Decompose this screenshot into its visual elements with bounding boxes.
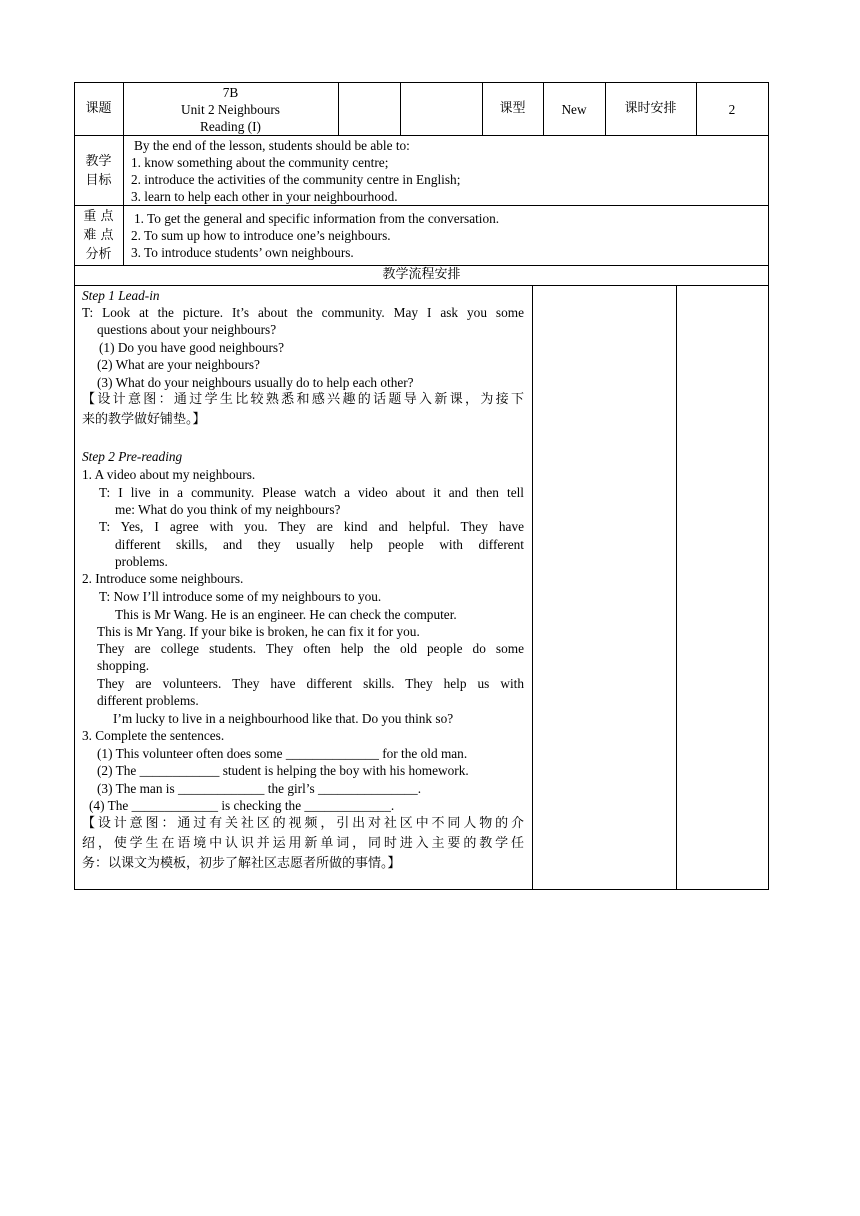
col-divider-h1 [338,82,339,136]
step1-question-1: (1) Do you have good neighbours? [99,340,285,355]
objective-item-2: 2. introduce the activities of the community centre in English; [131,172,461,187]
step2-part2-teacher: T: Now I’ll introduce some of my neighbours to you. [99,589,382,604]
step2-part3: 3. Complete the sentences. [82,728,225,743]
row-divider-header [74,135,769,136]
table-border-right [768,82,769,890]
row-divider-process-title [74,285,769,286]
table-border-top [74,82,769,83]
objectives-intro: By the end of the lesson, students should be able to: [134,138,410,153]
period-value: 2 [728,102,736,117]
table-border-left [74,82,75,890]
step2-part2-sentence1: This is Mr Wang. He is an engineer. He can check the computer. [115,607,457,622]
step2-part2-sentence3-line1: They are college students. They often help the old people do some [97,641,524,656]
step2-part2: 2. Introduce some neighbours. [82,571,244,586]
step1-question-2: (2) What are your neighbours? [97,357,260,372]
objective-item-1: 1. know something about the community centre; [131,155,389,170]
topic-grade: 7B [222,85,239,100]
step1-teacher-line2: questions about your neighbours? [97,322,277,337]
keypoints-label-1: 重 点 [83,209,114,224]
step2-design-line2: 绍，使学生在语境中认识并运用新单词，同时进入主要的教学任 [82,836,524,851]
step2-part1-t2-line1: T: Yes, I agree with you. They are kind and helpful. They have [99,519,524,534]
step2-part2-sentence3-line2: shopping. [97,658,150,673]
step2-part1: 1. A video about my neighbours. [82,467,256,482]
col-divider-process-2 [676,285,677,890]
step2-title: Step 2 Pre-reading [82,449,183,464]
table-border-bottom [74,889,769,890]
step2-part2-sentence2: This is Mr Yang. If your bike is broken, he can fix it for you. [97,624,420,639]
step1-question-3: (3) What do your neighbours usually do to help each other? [97,375,414,390]
step2-design-line1: 【设计意图：通过有关社区的视频，引出对社区中不同人物的介 [82,816,524,831]
step1-design-line2: 来的教学做好铺垫。】 [82,412,206,427]
topic-unit: Unit 2 Neighbours [181,102,280,117]
step2-complete-3: (3) The man is _____________ the girl’s _______________. [97,781,422,796]
step2-part1-t2-line2: different skills, and they usually help people with different [115,537,524,552]
step2-part1-t1-line1: T: I live in a community. Please watch a video about it and then tell [99,485,524,500]
keypoints-label-2: 难 点 [83,228,114,243]
step1-teacher-line1: T: Look at the picture. It’s about the community. May I ask you some [82,305,524,320]
step2-part1-t2-line3: problems. [115,554,168,569]
col-divider-h2 [400,82,401,136]
topic-label: 课题 [85,101,112,116]
step2-complete-4: (4) The _____________ is checking the _____________. [89,798,395,813]
keypoint-item-1: 1. To get the general and specific information from the conversation. [134,211,500,226]
type-label: 课型 [499,101,526,116]
step2-complete-2: (2) The ____________ student is helping the boy with his homework. [97,763,469,778]
step2-part2-sentence4-line2: different problems. [97,693,199,708]
step2-complete-1: (1) This volunteer often does some ______________ for the old man. [97,746,468,761]
keypoints-label-3: 分析 [85,247,112,262]
step2-part2-sentence4-line1: They are volunteers. They have different skills. They help us with [97,676,524,691]
period-label: 课时安排 [624,101,677,116]
row-divider-objectives [74,205,769,206]
objectives-label-2: 目标 [85,173,112,188]
topic-lesson: Reading (I) [200,119,261,134]
keypoint-item-2: 2. To sum up how to introduce one’s neighbours. [131,228,391,243]
step1-title: Step 1 Lead-in [82,288,160,303]
step2-part1-t1-line2: me: What do you think of my neighbours? [115,502,341,517]
objectives-label-1: 教学 [85,154,112,169]
type-value: New [561,102,587,117]
col-divider-process-1 [532,285,533,890]
keypoint-item-3: 3. To introduce students’ own neighbours. [131,245,354,260]
objective-item-3: 3. learn to help each other in your neighbourhood. [131,189,398,204]
step2-part2-sentence5: I’m lucky to live in a neighbourhood like that. Do you think so? [113,711,454,726]
process-title: 教学流程安排 [382,267,461,282]
step1-design-line1: 【设计意图：通过学生比较熟悉和感兴趣的话题导入新课，为接下 [82,392,524,407]
step2-design-line3: 务：以课文为模板，初步了解社区志愿者所做的事情。】 [82,856,401,871]
